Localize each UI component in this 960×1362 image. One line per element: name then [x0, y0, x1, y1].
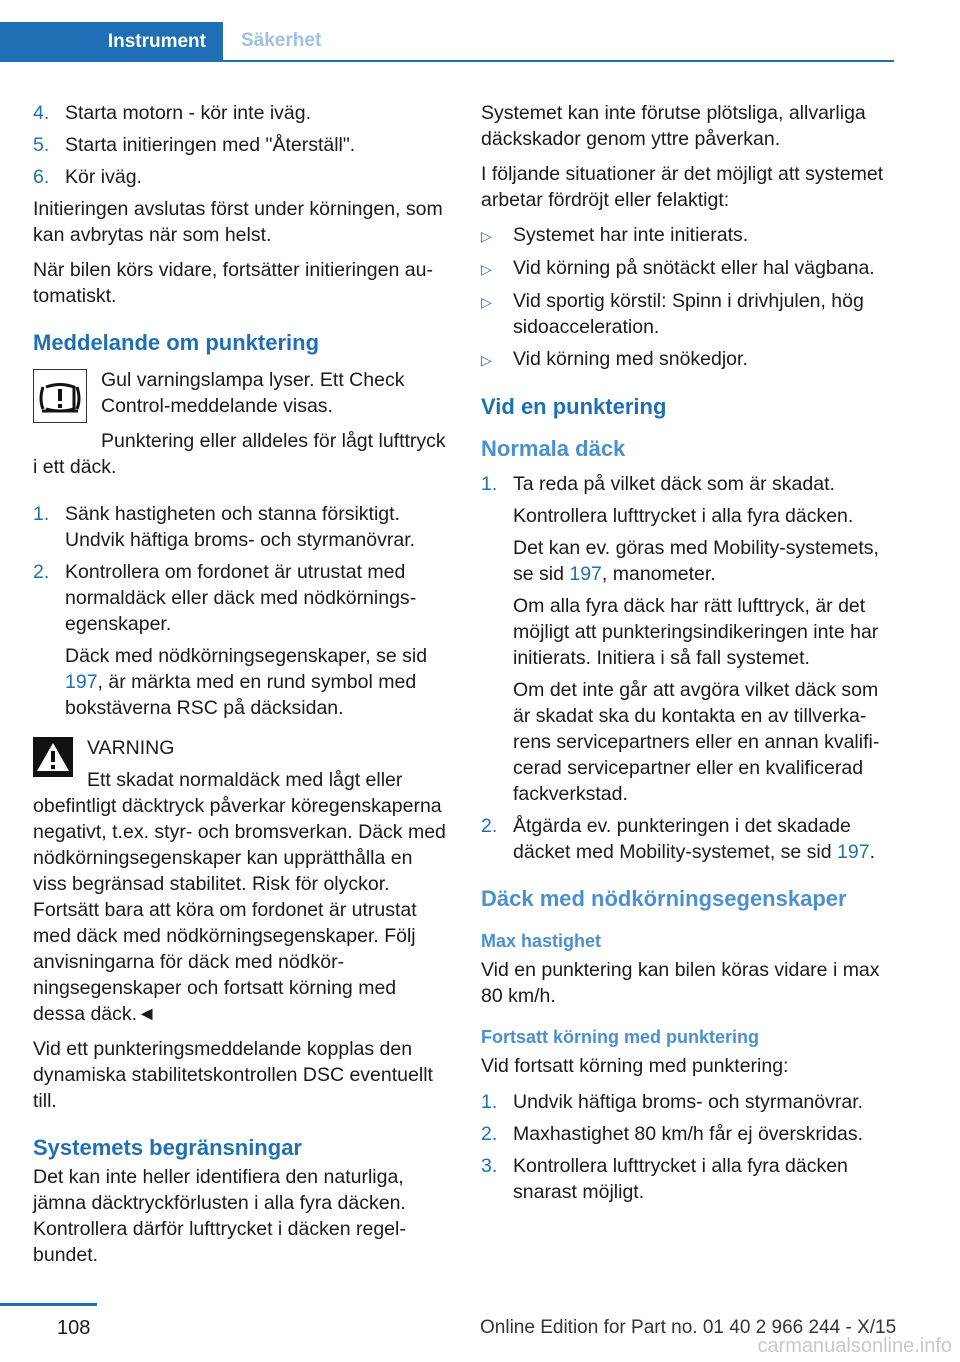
list-item: 2. Maxhastighet 80 km/h får ej överskridas.	[481, 1123, 864, 1145]
warning-lamp-block	[33, 367, 447, 480]
tab-sakerhet[interactable]: Säkerhet	[223, 22, 894, 62]
list-item-detail: Däck med nödkörningsegenskaper, se sid 197, är märkta med en rund symbol med bokstäverna RSC på däcksidan.	[65, 645, 428, 719]
page-link[interactable]: 197	[65, 671, 98, 693]
warning-text: Ett skadat normaldäck med lågt eller obefintligt däcktryck påverkar köregenskaperna negativt, t.ex. styr- och bromsverkan. Däck med nödkörningsegenskaper kan upprätthålla en viss begränsad stabilitet. Risk för olyckor. Fortsätt bara att köra om fordonet är utrustat med däck med nödkörningsegenskaper. Följ anvisningarna för däck med nödkörningsegenskaper och fortsatt körning med dessa däck.◄	[33, 769, 446, 1025]
paragraph: Initieringen avslutas först under körningen, som kan avbrytas när som helst.	[33, 198, 443, 246]
heading-on-puncture: Vid en punktering	[481, 394, 667, 419]
warning-title: VARNING	[87, 737, 175, 759]
paragraph: Punktering eller alldeles för lågt lufttryck i ett däck.	[33, 430, 446, 478]
bullet-item: ▷ Vid sportig körstil: Spinn i drivhjulen, hög sidoacceleration.	[481, 290, 864, 338]
list-item: 5. Starta initieringen med "Återställ".	[33, 134, 356, 156]
list-item-detail: Det kan ev. göras med Mobility-systemets, se sid 197, manometer.	[513, 537, 879, 585]
list-item-detail: Kontrollera lufttrycket i alla fyra däcken.	[513, 505, 854, 527]
paragraph: Vid ett punkteringsmeddelande kopplas den dynamiska stabilitetskontrollen DSC eventuellt till.	[33, 1038, 433, 1112]
tab-instrument[interactable]: Instrument	[0, 22, 223, 62]
warning-triangle-icon	[33, 737, 73, 784]
list-item: 2. Åtgärda ev. punkteringen i det skadade däcket med Mobility-systemet, se sid 197.	[481, 815, 875, 863]
list-item: 4. Starta motorn - kör inte iväg.	[33, 102, 312, 124]
paragraph: Vid en punktering kan bilen köras vidare i max 80 km/h.	[481, 959, 880, 1007]
page-link[interactable]: 197	[569, 563, 602, 585]
heading-max-speed: Max hastighet	[481, 931, 602, 951]
bullet-item: ▷ Systemet har inte initierats.	[481, 224, 749, 246]
bullet-item: ▷ Vid körning med snökedjor.	[481, 348, 748, 370]
bullet-item: ▷ Vid körning på snötäckt eller hal vägbana.	[481, 257, 875, 279]
tire-pressure-warning-icon	[33, 369, 87, 430]
paragraph: Det kan inte heller identifiera den naturliga, jämna däcktryckförlusten i alla fyra däcken. Kontrollera därför lufttrycket i däcken regelbundet.	[33, 1166, 406, 1266]
left-column	[33, 100, 447, 1277]
heading-rsc-tires: Däck med nödkörningsegenskaper	[481, 886, 847, 911]
list-item: 1. Undvik häftiga broms- och styrmanövrar.	[481, 1091, 864, 1113]
paragraph: När bilen körs vidare, fortsätter initieringen automatiskt.	[33, 259, 433, 307]
heading-normal-tires: Normala däck	[481, 436, 626, 461]
list-item-detail: Om det inte går att avgöra vilket däck som är skadat ska du kontakta en av tillverkarens servicepartners eller en annan kvalificerad servicepartner eller en kvalificerad fackverkstad.	[513, 679, 880, 805]
edition-text: Online Edition for Part no. 01 40 2 966 244 - X/15	[480, 1317, 897, 1338]
paragraph: Vid fortsatt körning med punktering:	[481, 1055, 789, 1077]
list-item: 3. Kontrollera lufttrycket i alla fyra däcken snarast möjligt.	[481, 1155, 848, 1203]
right-column	[481, 100, 895, 1211]
list-item: 1. Sänk hastigheten och stanna försiktigt. Undvik häftiga broms- och styrmanövrar.	[33, 503, 416, 551]
warning-block	[33, 735, 447, 1027]
list-item-detail: Om alla fyra däck har rätt lufttryck, är det möjligt att punkteringsindikeringen inte har initierats. Initiera i så fall systemet.	[513, 595, 879, 669]
heading-puncture-message: Meddelande om punktering	[33, 330, 320, 355]
paragraph: Systemet kan inte förutse plötsliga, allvarliga däckskador genom yttre påverkan.	[481, 102, 866, 150]
watermark: carmanualsonline.info	[757, 1335, 952, 1357]
page-link[interactable]: 197	[837, 841, 870, 863]
page-number: 108	[57, 1317, 91, 1339]
heading-system-limits: Systemets begränsningar	[33, 1135, 302, 1160]
paragraph: Gul varningslampa lyser. Ett Check Control-meddelande visas.	[101, 369, 405, 417]
list-item: 6. Kör iväg.	[33, 166, 142, 188]
paragraph: I följande situationer är det möjligt att systemet arbetar fördröjt eller felaktigt:	[481, 163, 884, 211]
footer-rule	[0, 1303, 97, 1306]
list-item: 1. Ta reda på vilket däck som är skadat.	[481, 473, 835, 495]
heading-continued-driving: Fortsatt körning med punktering	[481, 1027, 760, 1047]
list-item: 2. Kontrollera om fordonet är utrustat med normaldäck eller däck med nödkörningsegenskaper.	[33, 561, 417, 635]
chapter-tabs	[0, 22, 894, 62]
